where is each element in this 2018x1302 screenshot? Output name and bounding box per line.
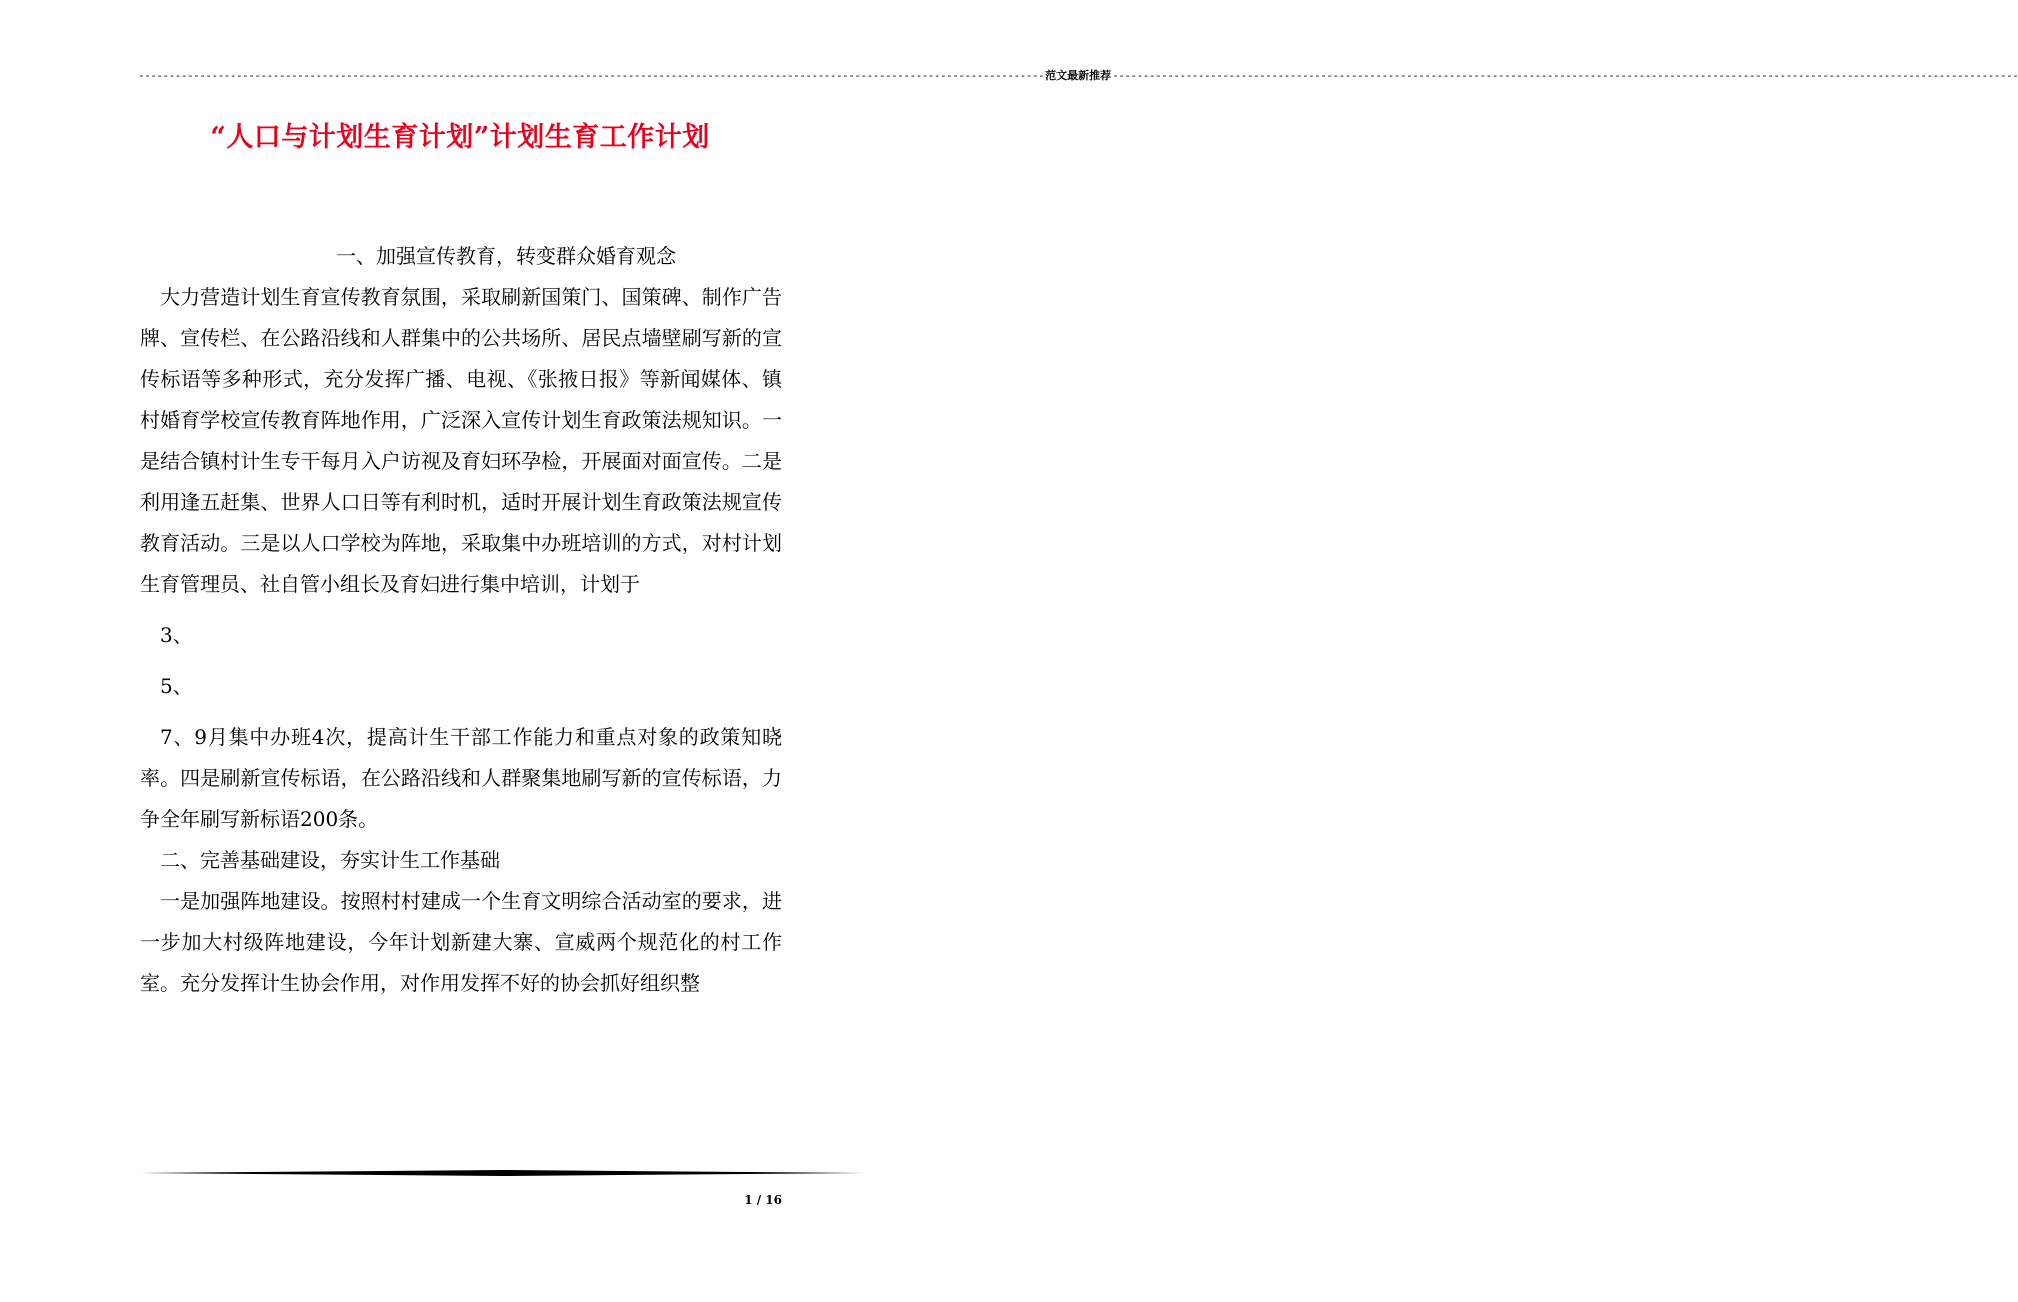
section-heading-1: 一、加强宣传教育，转变群众婚育观念: [336, 244, 676, 268]
header-dashes-right: ----------------------------------------------------------------------------------------------------------------------------------------------------: [1112, 69, 2018, 82]
paragraph-2: 7、9月集中办班4次，提高计生干部工作能力和重点对象的政策知晓率。四是刷新宣传标语，在公路沿线和人群聚集地刷写新的宣传标语，力争全年刷写新标语200条。: [140, 725, 782, 831]
list-item-5: 5、: [160, 674, 193, 698]
document-body: [140, 236, 782, 1004]
document-title: “人口与计划生育计划”计划生育工作计划: [210, 122, 710, 153]
paragraph-1: 大力营造计划生育宣传教育氛围，采取刷新国策门、国策碑、制作广告牌、宣传栏、在公路沿线和人群集中的公共场所、居民点墙壁刷写新的宣传标语等多种形式，充分发挥广播、电视、《张掖日报》等新闻媒体、镇村婚育学校宣传教育阵地作用，广泛深入宣传计划生育政策法规知识。一是结合镇村计生专干每月入户访视及育妇环孕检，开展面对面宣传。二是利用逢五赶集、世界人口日等有利时机，适时开展计划生育政策法规宣传教育活动。三是以人口学校为阵地，采取集中办班培训的方式，对村计划生育管理员、社自管小组长及育妇进行集中培训，计划于: [140, 285, 782, 596]
list-item-3: 3、: [160, 623, 193, 647]
page-header: [138, 68, 2018, 84]
page-number: 1 / 16: [744, 1193, 782, 1207]
header-label: 范文最新推荐: [1045, 69, 1112, 82]
footer-rule: [140, 1170, 864, 1176]
paragraph-3: 一是加强阵地建设。按照村村建成一个生育文明综合活动室的要求，进一步加大村级阵地建设，今年计划新建大寨、宣威两个规范化的村工作室。充分发挥计生协会作用，对作用发挥不好的协会抓好组织整: [140, 889, 782, 995]
section-heading-2: 二、完善基础建设，夯实计生工作基础: [160, 848, 500, 872]
header-dashes-left: ----------------------------------------------------------------------------------------------------------------------------------------------------: [138, 69, 1045, 82]
